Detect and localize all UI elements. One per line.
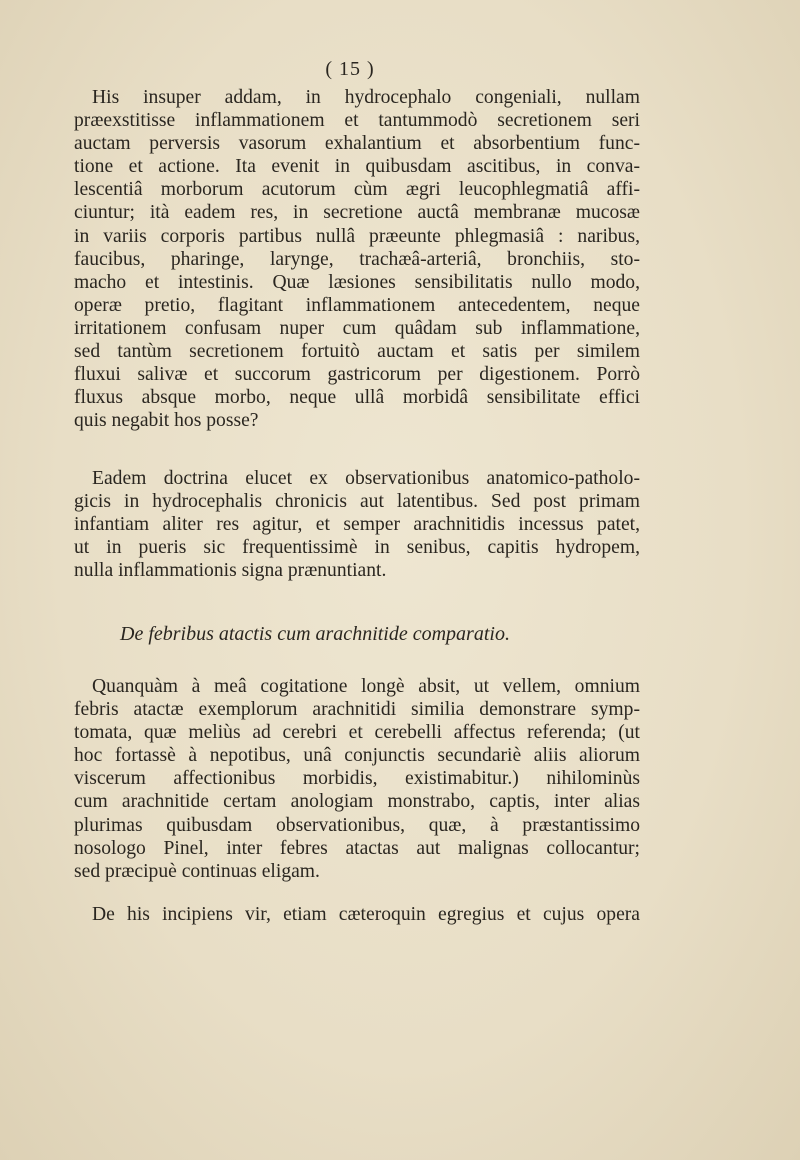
text-line: Eadem doctrina elucet ex observationibus anatomico-patholo- bbox=[92, 468, 640, 489]
text-line: gicis in hydrocephalis chronicis aut latentibus. Sed post primam bbox=[74, 491, 640, 513]
text-line: irritationem confusam nuper cum quâdam sub inflammatione, bbox=[74, 317, 640, 339]
text-line: operæ pretio, flagitant inflammationem antecedentem, neque bbox=[74, 294, 640, 316]
text-line: lescentiâ morborum acutorum cùm ægri leucophlegmatiâ affi- bbox=[74, 179, 640, 201]
text-line: infantiam aliter res agitur, et semper arachnitidis incessus patet, bbox=[74, 514, 640, 536]
text-line: fluxus absque morbo, neque ullâ morbidâ sensibilitate effici bbox=[74, 387, 640, 409]
text-line: macho et intestinis. Quæ læsiones sensibilitatis nullo modo, bbox=[74, 271, 640, 293]
paragraph-4 bbox=[74, 903, 640, 926]
text-line: tomata, quæ meliùs ad cerebri et cerebelli affectus referenda; (ut bbox=[74, 722, 640, 744]
text-line: fluxui salivæ et succorum gastricorum per digestionem. Porrò bbox=[74, 364, 640, 386]
text-line: hoc fortassè à nepotibus, unâ conjunctis secundariè aliis aliorum bbox=[74, 745, 640, 767]
paragraph-2 bbox=[74, 467, 640, 582]
text-line: cum arachnitide certam anologiam monstrabo, captis, inter alias bbox=[74, 791, 640, 813]
text-line: tione et actione. Ita evenit in quibusdam ascitibus, in conva- bbox=[74, 156, 640, 178]
text-line: nosologo Pinel, inter febres atactas aut malignas collocantur; bbox=[74, 837, 640, 859]
paragraph-3 bbox=[74, 675, 640, 883]
text-line: viscerum affectionibus morbidis, existimabitur.) nihilominùs bbox=[74, 768, 640, 790]
text-line: ciuntur; ità eadem res, in secretione auctâ membranæ mucosæ bbox=[74, 202, 640, 224]
text-line: auctam perversis vasorum exhalantium et absorbentium func- bbox=[74, 133, 640, 155]
page-number: ( 15 ) bbox=[325, 58, 375, 80]
text-line: sed tantùm secretionem fortuitò auctam et satis per similem bbox=[74, 341, 640, 363]
text-line: nulla inflammationis signa prænuntiant. bbox=[74, 560, 387, 582]
text-line: plurimas quibusdam observationibus, quæ, à præstantissimo bbox=[74, 814, 640, 836]
paragraph-1 bbox=[74, 86, 640, 432]
text-line: sed præcipuè continuas eligam. bbox=[74, 860, 320, 882]
text-line: faucibus, pharinge, larynge, trachæâ-arteriâ, bronchiis, sto- bbox=[74, 248, 640, 270]
text-line: præexstitisse inflammationem et tantummodò secretionem seri bbox=[74, 110, 640, 132]
text-line: ut in pueris sic frequentissimè in senibus, capitis hydropem, bbox=[74, 537, 640, 559]
text-line: His insuper addam, in hydrocephalo congeniali, nullam bbox=[92, 87, 640, 108]
section-heading: De febribus atactis cum arachnitide comparatio. bbox=[120, 623, 510, 645]
text-line: in variis corporis partibus nullâ præeunte phlegmasiâ : naribus, bbox=[74, 225, 640, 247]
text-line: Quanquàm à meâ cogitatione longè absit, ut vellem, omnium bbox=[92, 676, 640, 697]
text-line: febris atactæ exemplorum arachnitidi similia demonstrare symp- bbox=[74, 699, 640, 721]
text-line: quis negabit hos posse? bbox=[74, 410, 259, 432]
text-line: De his incipiens vir, etiam cæteroquin egregius et cujus opera bbox=[92, 904, 640, 925]
